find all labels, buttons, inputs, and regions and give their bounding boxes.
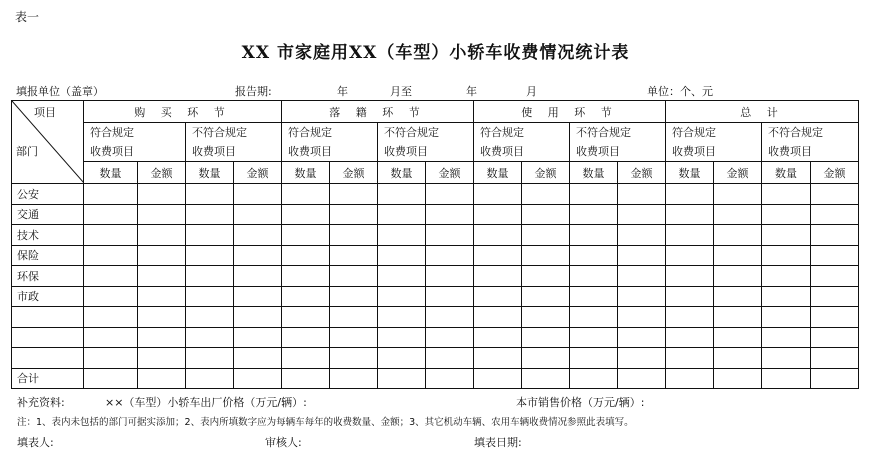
data-cell[interactable]: [762, 327, 811, 348]
data-cell[interactable]: [618, 368, 666, 389]
data-cell[interactable]: [522, 348, 570, 369]
column-header-quantity: 数量: [282, 162, 330, 184]
data-cell[interactable]: [666, 245, 714, 266]
data-cell[interactable]: [811, 327, 859, 348]
data-cell[interactable]: [186, 307, 234, 328]
data-cell[interactable]: [234, 368, 282, 389]
data-cell[interactable]: [330, 184, 378, 205]
data-cell[interactable]: [570, 225, 618, 246]
data-cell[interactable]: [138, 368, 186, 389]
column-header-quantity: 数量: [570, 162, 618, 184]
section-header-registration: 落 籍 环 节: [282, 101, 474, 123]
data-cell[interactable]: [570, 327, 618, 348]
reviewer-label: 审核人:: [265, 436, 302, 449]
table-number-label: 表一: [15, 10, 40, 24]
data-cell[interactable]: [811, 286, 859, 307]
data-cell[interactable]: [330, 286, 378, 307]
factory-price-label: ××（车型）小轿车出厂价格（万元/辆）:: [105, 396, 307, 409]
data-cell[interactable]: [138, 184, 186, 205]
data-cell[interactable]: [186, 225, 234, 246]
data-cell[interactable]: [378, 266, 426, 287]
data-cell[interactable]: [426, 348, 474, 369]
data-cell[interactable]: [84, 307, 138, 328]
data-cell[interactable]: [714, 245, 762, 266]
data-cell[interactable]: [762, 266, 811, 287]
data-cell[interactable]: [378, 204, 426, 225]
data-cell[interactable]: [570, 204, 618, 225]
corner-dept-label: 部门: [16, 145, 38, 158]
section-header-purchase: 购 买 环 节: [84, 101, 282, 123]
filler-label: 填表人:: [17, 436, 54, 449]
data-cell[interactable]: [570, 368, 618, 389]
reporting-unit-label: 填报单位（盖章）: [16, 85, 104, 98]
data-cell[interactable]: [282, 368, 330, 389]
data-cell[interactable]: [234, 266, 282, 287]
data-cell[interactable]: [522, 368, 570, 389]
data-cell[interactable]: [666, 327, 714, 348]
data-cell[interactable]: [330, 266, 378, 287]
data-cell[interactable]: [282, 307, 330, 328]
data-cell[interactable]: [138, 327, 186, 348]
data-cell[interactable]: [714, 266, 762, 287]
data-cell[interactable]: [426, 307, 474, 328]
data-cell[interactable]: [618, 348, 666, 369]
data-cell[interactable]: [570, 307, 618, 328]
column-header-amount: 金额: [138, 162, 186, 184]
data-cell[interactable]: [84, 327, 138, 348]
row-department-label: 公安: [12, 184, 84, 205]
data-cell[interactable]: [234, 245, 282, 266]
row-department-label: [12, 307, 84, 328]
data-cell[interactable]: [474, 204, 522, 225]
data-cell[interactable]: [618, 286, 666, 307]
data-cell[interactable]: [282, 286, 330, 307]
data-cell[interactable]: [84, 225, 138, 246]
data-cell[interactable]: [474, 245, 522, 266]
data-cell[interactable]: [474, 348, 522, 369]
section-header-usage: 使 用 环 节: [474, 101, 666, 123]
data-cell[interactable]: [330, 204, 378, 225]
data-cell[interactable]: [84, 348, 138, 369]
subheader-noncompliant: [378, 123, 474, 162]
row-department-label: [12, 327, 84, 348]
data-cell[interactable]: [186, 245, 234, 266]
column-header-quantity: 数量: [186, 162, 234, 184]
data-cell[interactable]: [330, 245, 378, 266]
table-row: [12, 225, 859, 246]
data-cell[interactable]: [762, 225, 811, 246]
data-cell[interactable]: [426, 266, 474, 287]
column-header-quantity: 数量: [378, 162, 426, 184]
data-cell[interactable]: [378, 225, 426, 246]
data-cell[interactable]: [522, 245, 570, 266]
table-row: [12, 348, 859, 369]
data-cell[interactable]: [811, 266, 859, 287]
subheader-line2: 收费项目: [90, 145, 134, 158]
data-cell[interactable]: [330, 348, 378, 369]
data-cell[interactable]: [811, 245, 859, 266]
subheader-line1: 不符合规定: [768, 126, 823, 139]
data-cell[interactable]: [570, 184, 618, 205]
data-cell[interactable]: [84, 286, 138, 307]
data-cell[interactable]: [522, 204, 570, 225]
column-header-amount: 金额: [426, 162, 474, 184]
data-cell[interactable]: [618, 225, 666, 246]
data-cell[interactable]: [762, 368, 811, 389]
subheader-line1: 符合规定: [288, 126, 332, 139]
statistics-table: [11, 100, 859, 389]
subheader-line1: 不符合规定: [576, 126, 631, 139]
data-cell[interactable]: [84, 184, 138, 205]
data-cell[interactable]: [330, 327, 378, 348]
column-header-amount: 金额: [330, 162, 378, 184]
data-cell[interactable]: [762, 204, 811, 225]
row-department-label: 技术: [12, 225, 84, 246]
data-cell[interactable]: [666, 286, 714, 307]
data-cell[interactable]: [138, 348, 186, 369]
data-cell[interactable]: [234, 327, 282, 348]
data-cell[interactable]: [84, 266, 138, 287]
data-cell[interactable]: [666, 368, 714, 389]
row-department-label: 合计: [12, 368, 84, 389]
data-cell[interactable]: [618, 266, 666, 287]
subheader-line2: 收费项目: [192, 145, 236, 158]
subheader-line2: 收费项目: [768, 145, 812, 158]
data-cell[interactable]: [570, 348, 618, 369]
currency-unit-label: 单位：个、元: [647, 85, 713, 98]
data-cell[interactable]: [426, 184, 474, 205]
data-cell[interactable]: [186, 368, 234, 389]
subheader-line1: 不符合规定: [384, 126, 439, 139]
data-cell[interactable]: [811, 307, 859, 328]
subheader-compliant: [84, 123, 186, 162]
data-cell[interactable]: [811, 348, 859, 369]
data-cell[interactable]: [522, 307, 570, 328]
subheader-line2: 收费项目: [288, 145, 332, 158]
data-cell[interactable]: [714, 225, 762, 246]
column-header-quantity: 数量: [84, 162, 138, 184]
data-cell[interactable]: [714, 327, 762, 348]
data-cell[interactable]: [282, 245, 330, 266]
table-row: [12, 204, 859, 225]
data-cell[interactable]: [282, 204, 330, 225]
data-cell[interactable]: [234, 348, 282, 369]
data-cell[interactable]: [762, 245, 811, 266]
table-row: [12, 245, 859, 266]
row-department-label: 保险: [12, 245, 84, 266]
data-cell[interactable]: [570, 266, 618, 287]
data-cell[interactable]: [330, 225, 378, 246]
data-cell[interactable]: [522, 266, 570, 287]
column-header-quantity: 数量: [762, 162, 811, 184]
data-cell[interactable]: [186, 184, 234, 205]
subheader-noncompliant: [570, 123, 666, 162]
table-row: [12, 184, 859, 205]
data-cell[interactable]: [84, 204, 138, 225]
data-cell[interactable]: [378, 184, 426, 205]
data-cell[interactable]: [811, 225, 859, 246]
subheader-line2: 收费项目: [480, 145, 524, 158]
data-cell[interactable]: [330, 307, 378, 328]
data-cell[interactable]: [426, 204, 474, 225]
subheader-line1: 符合规定: [480, 126, 524, 139]
corner-item-label: 项目: [34, 106, 56, 119]
data-cell[interactable]: [714, 307, 762, 328]
table-row: [12, 266, 859, 287]
data-cell[interactable]: [570, 245, 618, 266]
subheader-line1: 符合规定: [672, 126, 716, 139]
period-month-to: 月至: [390, 85, 412, 98]
data-cell[interactable]: [811, 368, 859, 389]
data-cell[interactable]: [522, 327, 570, 348]
row-department-label: [12, 348, 84, 369]
row-department-label: 交通: [12, 204, 84, 225]
section-header-total: 总 计: [666, 101, 859, 123]
corner-header-cell: [12, 101, 84, 184]
data-cell[interactable]: [186, 327, 234, 348]
data-cell[interactable]: [282, 225, 330, 246]
data-cell[interactable]: [138, 225, 186, 246]
data-cell[interactable]: [618, 327, 666, 348]
footnote: 注：1、表内未包括的部门可据实添加；2、表内所填数字应为每辆车每年的收费数量、金额；3、其它机动车辆、农用车辆收费情况参照此表填写。: [17, 417, 634, 428]
row-department-label: 市政: [12, 286, 84, 307]
data-cell[interactable]: [378, 348, 426, 369]
data-cell[interactable]: [84, 245, 138, 266]
data-cell[interactable]: [762, 307, 811, 328]
data-cell[interactable]: [618, 307, 666, 328]
data-cell[interactable]: [714, 184, 762, 205]
table-row: [12, 368, 859, 389]
data-cell[interactable]: [84, 368, 138, 389]
report-period-label: 报告期:: [235, 85, 272, 98]
table-row: [12, 286, 859, 307]
column-header-quantity: 数量: [666, 162, 714, 184]
subheader-line2: 收费项目: [384, 145, 428, 158]
data-cell[interactable]: [666, 184, 714, 205]
data-cell[interactable]: [378, 327, 426, 348]
data-cell[interactable]: [474, 368, 522, 389]
column-header-quantity: 数量: [474, 162, 522, 184]
data-cell[interactable]: [666, 266, 714, 287]
data-cell[interactable]: [618, 245, 666, 266]
data-cell[interactable]: [426, 368, 474, 389]
data-cell[interactable]: [618, 184, 666, 205]
data-cell[interactable]: [378, 286, 426, 307]
data-cell[interactable]: [666, 204, 714, 225]
data-cell[interactable]: [666, 225, 714, 246]
fill-date-label: 填表日期:: [474, 436, 522, 449]
subheader-compliant: [666, 123, 762, 162]
data-cell[interactable]: [762, 348, 811, 369]
column-header-amount: 金额: [522, 162, 570, 184]
data-cell[interactable]: [138, 204, 186, 225]
data-cell[interactable]: [138, 266, 186, 287]
data-cell[interactable]: [186, 348, 234, 369]
data-cell[interactable]: [426, 245, 474, 266]
subheader-line1: 不符合规定: [192, 126, 247, 139]
data-cell[interactable]: [282, 348, 330, 369]
data-cell[interactable]: [522, 286, 570, 307]
data-cell[interactable]: [138, 307, 186, 328]
data-cell[interactable]: [714, 348, 762, 369]
data-cell[interactable]: [714, 368, 762, 389]
data-cell[interactable]: [426, 327, 474, 348]
column-header-amount: 金额: [714, 162, 762, 184]
table-row: [12, 307, 859, 328]
period-year-end: 年: [466, 85, 477, 98]
local-price-label: 本市销售价格（万元/辆）:: [516, 396, 645, 409]
data-cell[interactable]: [426, 286, 474, 307]
data-cell[interactable]: [378, 307, 426, 328]
data-cell[interactable]: [666, 307, 714, 328]
data-cell[interactable]: [474, 307, 522, 328]
subheader-noncompliant: [762, 123, 859, 162]
data-cell[interactable]: [426, 225, 474, 246]
data-cell[interactable]: [378, 368, 426, 389]
data-cell[interactable]: [474, 286, 522, 307]
period-month-end: 月: [526, 85, 537, 98]
data-cell[interactable]: [474, 184, 522, 205]
data-cell[interactable]: [186, 204, 234, 225]
column-header-amount: 金额: [618, 162, 666, 184]
data-cell[interactable]: [714, 204, 762, 225]
data-cell[interactable]: [570, 286, 618, 307]
column-header-amount: 金额: [811, 162, 859, 184]
data-cell[interactable]: [186, 266, 234, 287]
data-cell[interactable]: [282, 184, 330, 205]
data-cell[interactable]: [474, 327, 522, 348]
data-cell[interactable]: [378, 245, 426, 266]
data-cell[interactable]: [762, 184, 811, 205]
data-cell[interactable]: [234, 204, 282, 225]
subheader-compliant: [282, 123, 378, 162]
document-title: XX 市家庭用XX（车型）小轿车收费情况统计表: [241, 43, 630, 63]
subheader-noncompliant: [186, 123, 282, 162]
data-cell[interactable]: [234, 225, 282, 246]
data-cell[interactable]: [618, 204, 666, 225]
data-cell[interactable]: [282, 327, 330, 348]
data-cell[interactable]: [811, 204, 859, 225]
subheader-line2: 收费项目: [576, 145, 620, 158]
data-cell[interactable]: [138, 286, 186, 307]
data-cell[interactable]: [138, 245, 186, 266]
data-cell[interactable]: [714, 286, 762, 307]
data-cell[interactable]: [234, 184, 282, 205]
data-cell[interactable]: [234, 286, 282, 307]
subheader-line2: 收费项目: [672, 145, 716, 158]
row-department-label: 环保: [12, 266, 84, 287]
column-header-amount: 金额: [234, 162, 282, 184]
data-cell[interactable]: [762, 286, 811, 307]
period-year-start: 年: [337, 85, 348, 98]
subheader-line1: 符合规定: [90, 126, 134, 139]
data-cell[interactable]: [811, 184, 859, 205]
data-cell[interactable]: [330, 368, 378, 389]
data-cell[interactable]: [234, 307, 282, 328]
data-cell[interactable]: [474, 266, 522, 287]
subheader-compliant: [474, 123, 570, 162]
data-cell[interactable]: [186, 286, 234, 307]
data-cell[interactable]: [522, 225, 570, 246]
table-row: [12, 327, 859, 348]
data-cell[interactable]: [666, 348, 714, 369]
data-cell[interactable]: [474, 225, 522, 246]
data-cell[interactable]: [282, 266, 330, 287]
supplement-label: 补充资料:: [17, 396, 65, 409]
data-cell[interactable]: [522, 184, 570, 205]
